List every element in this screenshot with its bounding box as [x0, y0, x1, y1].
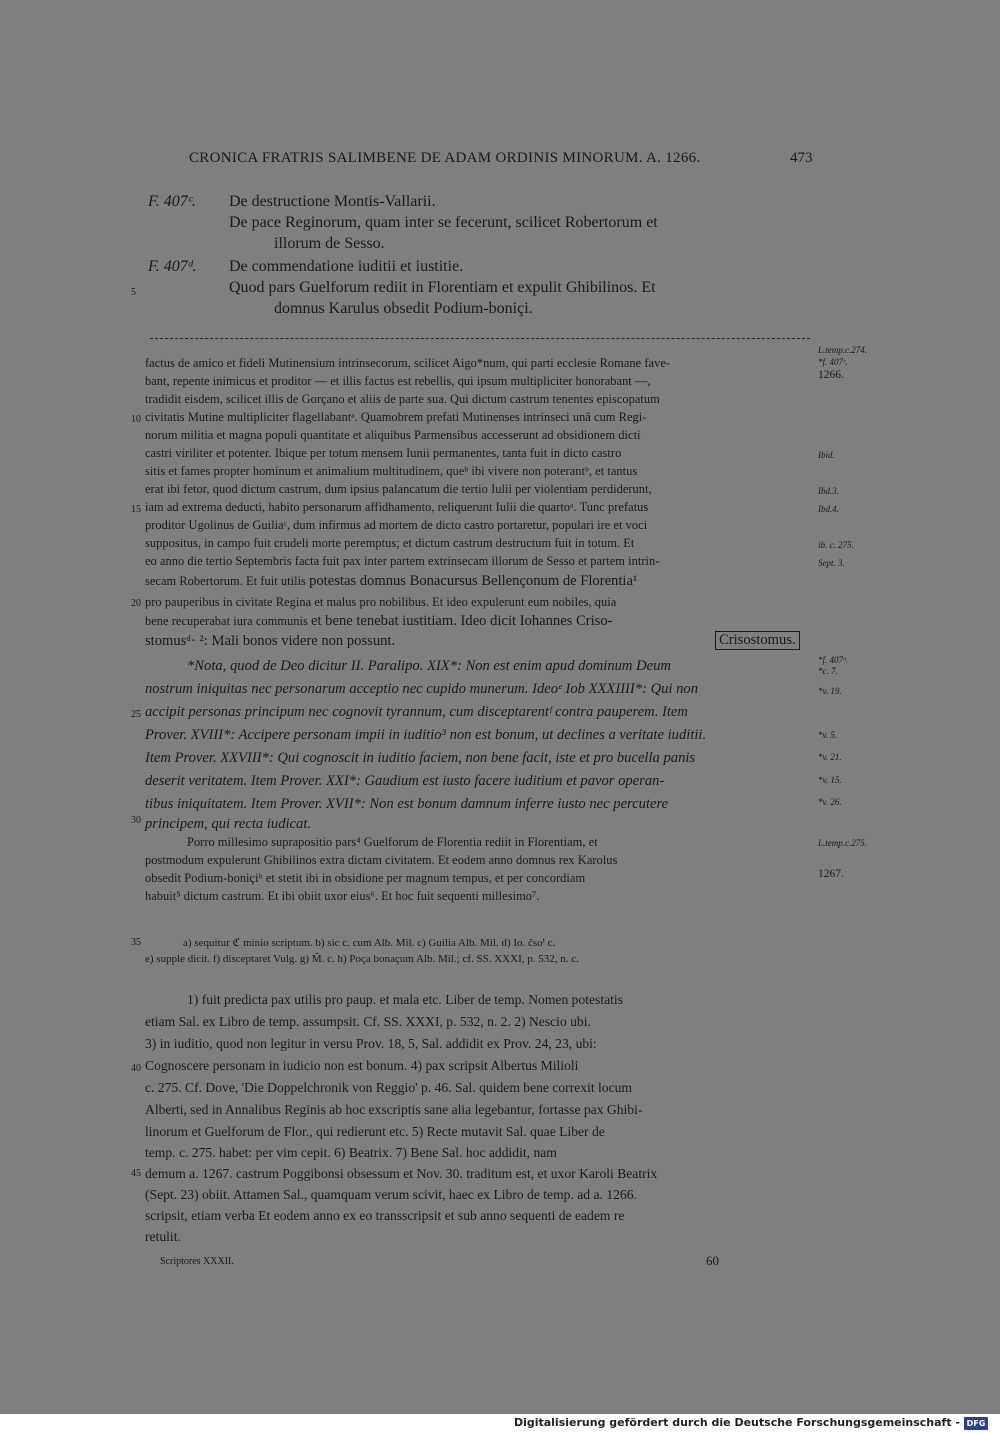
line-number: 5 [131, 287, 136, 298]
commentary-line: etiam Sal. ex Libro de temp. assumpsit. Cf. SS. XXXI, p. 532, n. 2. 2) Nescio ubi. [145, 1014, 591, 1029]
commentary-line: retulit. [145, 1229, 181, 1244]
text-large: potestas domnus Bonacursus Bellençonum de Florentia¹ [309, 573, 638, 589]
text-line: iam ad extrema deducti, habito personarum affidhamento, reliquerunt Iulii die quartoᵃ. Tunc prefatus [145, 500, 649, 514]
line-number: 30 [131, 815, 141, 826]
text-line: civitatis Mutine multipliciter flagellabantᵃ. Quamobrem prefati Mutinenses intrinseci unâ cum Regi- [145, 410, 647, 424]
crisostomus-marginal-box: Crisostomus. [715, 631, 800, 650]
text-line: stomusᵈ· ²: Mali bonos videre non possunt. [145, 633, 396, 649]
line-number: 35 [131, 937, 141, 948]
margin-note: *c. 7. [818, 666, 838, 676]
text-line: tradidit eisdem, scilicet illis de Gorçano et aliis de parte sua. Qui dictum castrum tenentes episcopatum [145, 392, 660, 406]
text-line: suppositus, in campo fuit crudeli morte peremptus; et dictum castrum destructum fuit in totum. Et [145, 536, 635, 550]
toc-line: illorum de Sesso. [274, 235, 385, 252]
section-divider [150, 338, 810, 339]
toc-line: domnus Karulus obsedit Podium-boniçi. [274, 300, 533, 317]
toc-line: De destructione Montis-Vallarii. [229, 193, 436, 210]
text-small: secam Robertorum. Et fuit utilis [145, 574, 310, 588]
margin-note: *v. 26. [818, 797, 842, 807]
toc-ref: F. 407ᵈ. [148, 258, 197, 275]
line-number: 45 [131, 1168, 141, 1179]
text-line: obsedit Podium-boniçiʰ et stetit ibi in obsidione per magnum tempus, et per concordiam [145, 871, 586, 885]
quote-line: tibus iniquitatem. Item Prover. XVII*: Non est bonum damnum inferre iusto nec percutere [145, 796, 669, 812]
margin-note: L.temp.c.274. [818, 345, 867, 355]
commentary-line: scripsit, etiam verba Et eodem anno ex eo transscripsit et sub anno sequenti de eadem re [145, 1208, 625, 1223]
dfg-logo-text: DFG [966, 1419, 986, 1428]
text-line: erat ibi fetor, quod dictum castrum, dum ipsius palancatum die tertio Iulii per violentiam perdiderunt, [145, 482, 652, 496]
text-line: bant, repente inimicus et proditor — et illis factus est rebellis, qui ipsum multipliciter honorabant —, [145, 374, 651, 388]
text-line: habuit⁵ dictum castrum. Et ibi obiit uxor eius⁶. Et hoc fuit sequenti millesimo⁷. [145, 889, 540, 903]
margin-note: Sept. 3. [818, 558, 845, 568]
line-number: 10 [131, 414, 141, 425]
text-large: et bene tenebat iustitiam. Ideo dicit Iohannes Criso- [311, 613, 613, 629]
line-number: 25 [131, 709, 141, 720]
margin-note: *v. 19. [818, 686, 842, 696]
margin-note: *v. 5. [818, 730, 838, 740]
margin-note: Ibd.4. [818, 504, 839, 514]
credit-bar [0, 1414, 1000, 1434]
quote-line: principem, qui recta iudicat. [145, 816, 312, 832]
text-line: factus de amico et fideli Mutinensium intrinsecorum, scilicet Aigo*num, qui parti ecclesie Romane fave- [145, 356, 671, 370]
margin-note: 1266. [818, 369, 844, 381]
margin-note: *v. 15. [818, 775, 842, 785]
commentary-line: c. 275. Cf. Dove, 'Die Doppelchronik von Reggio' p. 46. Sal. quidem bene correxit locum [145, 1080, 632, 1095]
quote-line: Item Prover. XXVIII*: Qui cognoscit in iuditio faciem, non bene facit, iste et pro bucella panis [145, 750, 696, 766]
quote-line: accipit personas principum nec cognovit tyrannum, cum disceptarentᶠ contra pauperem. Item [145, 704, 688, 720]
quote-line: *Nota, quod de Deo dicitur II. Paralipo. XIX*: Non est enim apud dominum Deum [187, 658, 671, 674]
margin-note: L.temp.c.275. [818, 838, 867, 848]
commentary-line: Cognoscere personam in iudicio non est bonum. 4) pax scripsit Albertus Milioli [145, 1058, 579, 1073]
margin-note: Ibid. [818, 450, 835, 460]
commentary-line: temp. c. 275. habet: per vim cepit. 6) Beatrix. 7) Bene Sal. hoc addidit, nam [145, 1145, 557, 1160]
toc-line: Quod pars Guelforum rediit in Florentiam et expulit Ghibilinos. Et [229, 279, 656, 296]
text-line: Porro millesimo suprapositio pars⁴ Guelforum de Florentia rediit in Florentiam, et [187, 835, 598, 849]
text-line: eo anno die tertio Septembris facta fuit pax inter partem extrinsecam illorum de Sesso et partem intrin- [145, 554, 660, 568]
margin-note: Ibd.3. [818, 486, 839, 496]
funding-credit[interactable]: Digitalisierung gefördert durch die Deutsche Forschungsgemeinschaft - [513, 1416, 960, 1429]
quote-line: deserit veritatem. Item Prover. XXI*: Gaudium est iusto facere iuditium et pavor operan- [145, 773, 665, 789]
text-line: postmodum expulerunt Ghibilinos extra dictam civitatem. Et eodem anno domnus rex Karolus [145, 853, 618, 867]
text-small: pro pauperibus in civitate Regina et malus pro nobilibus. Et ideo expulerunt eum nobiles, quia [145, 595, 617, 609]
margin-note: 1267. [818, 868, 844, 880]
margin-note: *v. 21. [818, 752, 842, 762]
text-line: proditor Ugolinus de Guiliaᶜ, dum infirmus ad mortem de dicto castro portaretur, populari ire et voci [145, 518, 648, 532]
text-line: norum militia et magna populi quantitate et aliquibus Parmensibus accesserunt ad obsidionem dicti [145, 428, 641, 442]
apparatus-line: e) supple dicit. f) disceptaret Vulg. g) M̃. c. h) Poça bonaçum Alb. Mil.; cf. SS. XXXI, p. 532, n. c. [145, 953, 579, 965]
series-title: Scriptores XXXII. [160, 1256, 234, 1267]
commentary-line: 1) fuit predicta pax utilis pro paup. et mala etc. Liber de temp. Nomen potestatis [187, 992, 624, 1007]
text-line: castri viriliter et potenter. Ibique per totum mensem Iunii permanentes, tanta fuit in dicto castro [145, 446, 622, 460]
margin-note: *f. 407ᶜ. [818, 357, 848, 367]
line-number: 40 [131, 1063, 141, 1074]
commentary-line: Alberti, sed in Annalibus Reginis ab hoc exscriptis sane alia legebantur, fortasse pax Ghibi- [145, 1102, 643, 1117]
line-number: 15 [131, 504, 141, 515]
commentary-line: demum a. 1267. castrum Poggibonsi obsessum et Nov. 30. traditum est, et uxor Karoli Beatrix [145, 1166, 658, 1181]
text-line [145, 612, 613, 630]
commentary-line: 3) in iuditio, quod non legitur in versu Prov. 18, 5, Sal. addidit ex Prov. 24, 23, ubi: [145, 1036, 597, 1051]
toc-line: De commendatione iuditii et iustitie. [229, 258, 464, 275]
margin-note: *f. 407ᵈ. [818, 655, 849, 665]
running-head: CRONICA FRATRIS SALIMBENE DE ADAM ORDINIS MINORUM. A. 1266. [189, 150, 701, 166]
quote-line: Prover. XVIII*: Accipere personam impii in iuditio³ non est bonum, ut declines a veritate iuditii. [145, 727, 707, 743]
commentary-line: (Sept. 23) obiit. Attamen Sal., quamquam verum scivit, haec ex Libro de temp. ad a. 1266. [145, 1187, 637, 1202]
apparatus-line: a) sequitur ℭ minio scriptum. b) sic c. cum Alb. Mil. c) Guilia Alb. Mil. d) Io. ĉsoⁱ c. [183, 937, 556, 949]
page-number: 473 [790, 150, 813, 166]
commentary-line: linorum et Guelforum de Flor., qui redierunt etc. 5) Recte mutavit Sal. quae Liber de [145, 1124, 605, 1139]
dfg-logo[interactable] [964, 1417, 988, 1430]
margin-note: ib. c. 275. [818, 540, 854, 550]
line-number: 20 [131, 598, 141, 609]
text-small: bene recuperabat iura communis [145, 614, 311, 628]
quote-line: nostrum iniquitas nec personarum acceptio nec cupido munerum. Ideoᵉ Iob XXXIIII*: Qui non [145, 681, 699, 697]
toc-line: De pace Reginorum, quam inter se fecerunt, scilicet Robertorum et [229, 214, 658, 231]
text-line [145, 572, 637, 590]
text-line: sitis et fames propter hominum et animalium multitudinem, queᵇ ibi vivere non poterantᵇ, et tantus [145, 464, 638, 478]
signature-mark: 60 [706, 1253, 719, 1268]
text-line [145, 593, 616, 611]
toc-ref: F. 407ᶜ. [148, 193, 196, 210]
